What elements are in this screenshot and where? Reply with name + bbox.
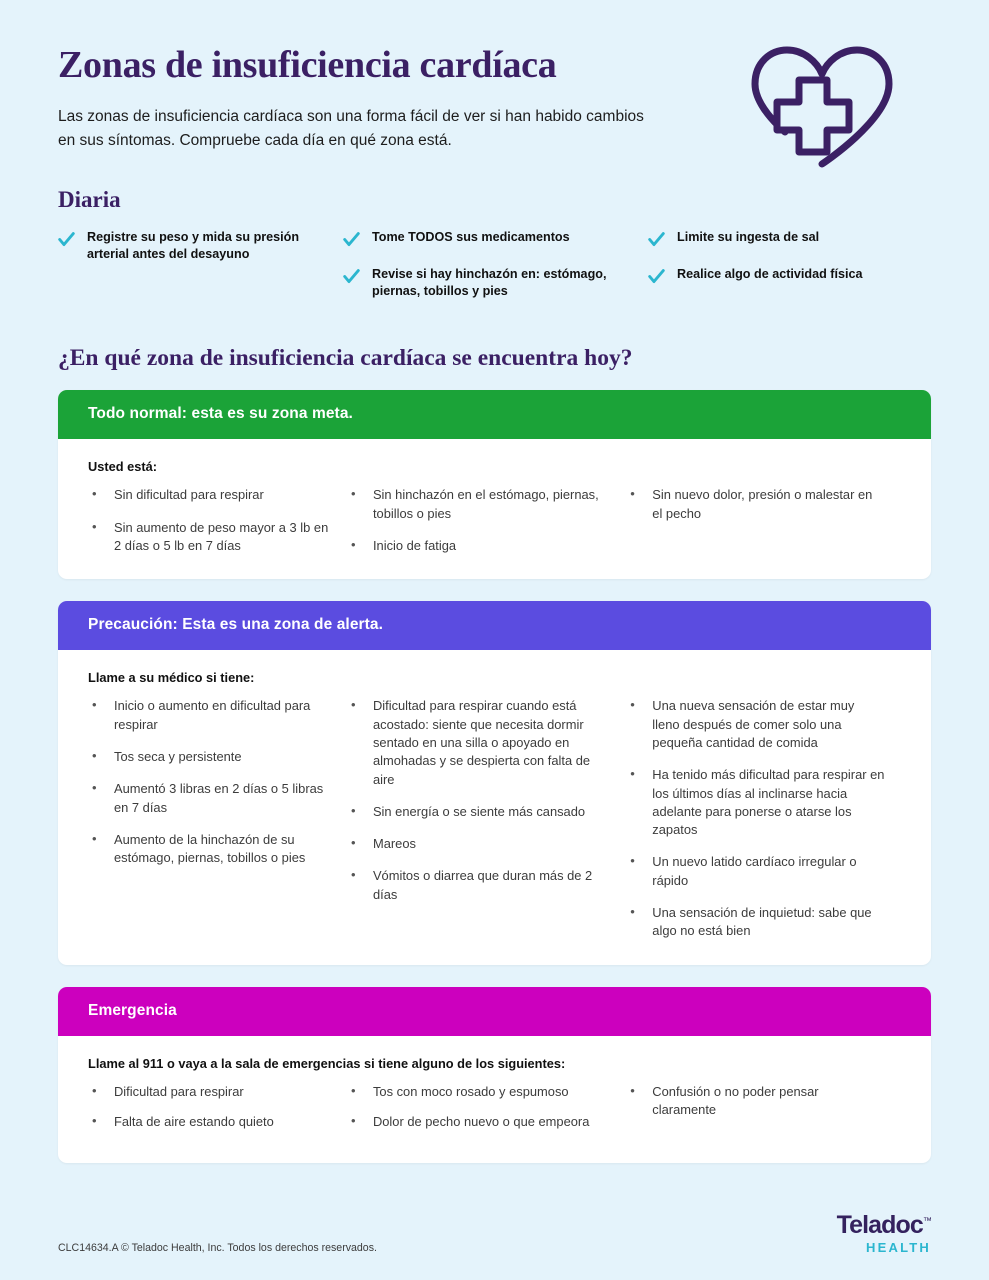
list-item: • Dificultad para respirar cuando está acostado: siente que necesita dormir sentado en una silla o apoyado en almohadas y se despierta con falta de aire [347, 697, 610, 789]
daily-check-label: Registre su peso y mida su presión arterial antes del desayuno [87, 229, 300, 262]
brand-name-text: Teladoc [836, 1211, 923, 1239]
zone-body-green [58, 439, 931, 579]
list-item: • Mareos [347, 835, 610, 853]
zone-columns-caution [88, 697, 901, 940]
list-item: • Inicio de fatiga [347, 537, 610, 555]
zone-lead-caution: Llame a su médico si tiene: [88, 670, 255, 686]
zone-lead-green: Usted está: [88, 459, 157, 475]
page-title: Zonas de insuficiencia cardíaca [58, 44, 557, 86]
zone-body-caution [58, 650, 931, 964]
daily-column-2 [343, 229, 648, 302]
list-item: • Sin energía o se siente más cansado [347, 803, 610, 821]
zone-card-emergency [58, 987, 931, 1164]
list-item: • Dolor de pecho nuevo o que empeora [347, 1113, 610, 1131]
copyright-text: CLC14634.A © Teladoc Health, Inc. Todos los derechos reservados. [58, 1242, 377, 1254]
zone-column-3 [626, 486, 901, 555]
list-item: • Aumento de la hinchazón de su estómago, piernas, tobillos o pies [88, 831, 331, 868]
zone-column-1 [88, 697, 347, 940]
daily-check-label: Limite su ingesta de sal [677, 229, 820, 244]
zone-header-emergency: Emergencia [58, 987, 931, 1036]
daily-check-label: Realice algo de actividad física [677, 266, 863, 281]
list-item: • Falta de aire estando quieto [88, 1113, 331, 1131]
daily-check-item [58, 229, 343, 265]
list-item: • Una sensación de inquietud: sabe que algo no está bien [626, 904, 885, 941]
symptom-list [88, 697, 331, 867]
zone-question-heading: ¿En qué zona de insuficiencia cardíaca se encuentra hoy? [58, 345, 633, 372]
symptom-list [88, 486, 331, 555]
symptom-list [626, 697, 885, 940]
list-item: • Sin hinchazón en el estómago, piernas, tobillos o pies [347, 486, 610, 523]
list-item: • Sin dificultad para respirar [88, 486, 331, 504]
daily-check-label: Tome TODOS sus medicamentos [372, 229, 570, 244]
zone-column-1 [88, 1083, 347, 1144]
heart-with-medical-cross-icon [747, 42, 897, 172]
zone-body-emergency [58, 1036, 931, 1164]
symptom-list [347, 697, 610, 904]
zone-column-1 [88, 486, 347, 555]
zone-header-caution: Precaución: Esta es una zona de alerta. [58, 601, 931, 650]
daily-heading: Diaria [58, 186, 121, 212]
daily-columns [58, 229, 931, 302]
checkmark-icon [343, 231, 360, 248]
intro-paragraph: Las zonas de insuficiencia cardíaca son una forma fácil de ver si han habido cambios en sus síntomas. Compruebe cada día en qué zona está. [58, 107, 644, 149]
daily-column-1 [58, 229, 343, 302]
list-item: • Tos con moco rosado y espumoso [347, 1083, 610, 1101]
checkmark-icon [58, 231, 75, 248]
zone-column-3 [626, 1083, 901, 1144]
symptom-list [626, 486, 885, 523]
list-item: • Sin nuevo dolor, presión o malestar en el pecho [626, 486, 885, 523]
zone-column-2 [347, 697, 626, 940]
list-item: • Un nuevo latido cardíaco irregular o rápido [626, 853, 885, 890]
list-item: • Una nueva sensación de estar muy lleno después de comer solo una pequeña cantidad de comida [626, 697, 885, 752]
zone-column-3 [626, 697, 901, 940]
list-item: • Ha tenido más dificultad para respirar en los últimos días al inclinarse hacia adelante para ponerse o atarse los zapatos [626, 766, 885, 839]
symptom-list [347, 1083, 610, 1132]
checkmark-icon [343, 268, 360, 285]
document-footer [58, 1213, 931, 1254]
zone-lead-emergency: Llame al 911 o vaya a la sala de emergencias si tiene alguno de los siguientes: [88, 1055, 566, 1071]
daily-check-item [343, 229, 648, 248]
symptom-list [626, 1083, 885, 1120]
list-item: • Vómitos o diarrea que duran más de 2 días [347, 867, 610, 904]
list-item: • Aumentó 3 libras en 2 días o 5 libras en 7 días [88, 780, 331, 817]
trademark-symbol: ™ [922, 1215, 931, 1226]
daily-check-item [648, 266, 928, 285]
daily-check-label: Revise si hay hinchazón en: estómago, piernas, tobillos y pies [372, 266, 607, 299]
zone-header-green: Todo normal: esta es su zona meta. [58, 390, 931, 439]
daily-check-item [343, 266, 648, 302]
list-item: • Inicio o aumento en dificultad para respirar [88, 697, 331, 734]
brand-subtitle: HEALTH [866, 1240, 931, 1255]
symptom-list [347, 486, 610, 555]
list-item: • Sin aumento de peso mayor a 3 lb en 2 días o 5 lb en 7 días [88, 519, 331, 556]
checkmark-icon [648, 268, 665, 285]
zone-column-2 [347, 486, 626, 555]
zone-card-caution [58, 601, 931, 964]
daily-check-item [648, 229, 928, 248]
daily-column-3 [648, 229, 928, 302]
checkmark-icon [648, 231, 665, 248]
zone-columns-green [88, 486, 901, 555]
teladoc-health-logo [837, 1213, 931, 1254]
brand-name [837, 1213, 931, 1238]
list-item: • Confusión o no poder pensar claramente [626, 1083, 885, 1120]
daily-checklist-section [58, 187, 931, 302]
zone-card-green [58, 390, 931, 579]
document-header [58, 0, 931, 153]
list-item: • Tos seca y persistente [88, 748, 331, 766]
list-item: • Dificultad para respirar [88, 1083, 331, 1101]
zone-column-2 [347, 1083, 626, 1144]
zone-columns-emergency [88, 1083, 901, 1144]
symptom-list [88, 1083, 331, 1132]
